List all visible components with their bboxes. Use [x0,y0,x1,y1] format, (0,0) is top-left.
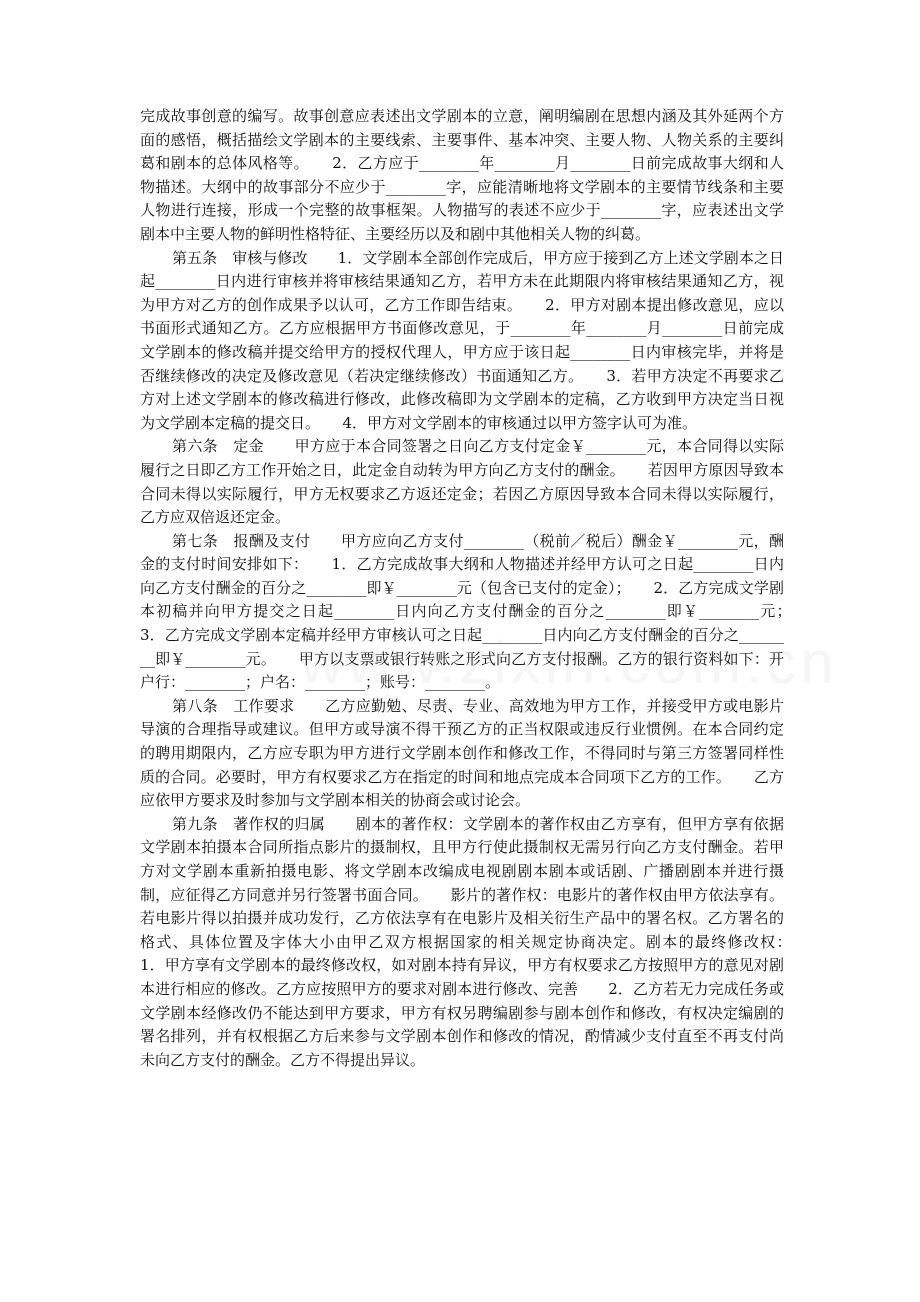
paragraph-creative-outline: 完成故事创意的编写。故事创意应表述出文学剧本的立意，阐明编剧在思想内涵及其外延两个方面的感悟，概括描绘文学剧本的主要线索、主要事件、基本冲突、主要人物、人物关系的主要纠葛和剧本的总体风格等。 2．乙方应于________年________月________日前完成故事大纲和人物描述。大纲中的故事部分不应少于________字，应能清晰地将文学剧本的主要情节线条和主要人物进行连接，形成一个完整的故事框架。人物描写的表述不应少于________字，应表述出文学剧本中主要人物的鲜明性格特征、主要经历以及和剧中其他相关人物的纠葛。 [140,107,784,243]
paragraph-article-8-work-requirements: 第八条 工作要求 乙方应勤勉、尽责、专业、高效地为甲方工作，并接受甲方或电影片导演的合理指导或建议。但甲方或导演不得干预乙方的正当权限或违反行业惯例。在本合同约定的聘用期限内，乙方应专职为甲方进行文学剧本创作和修改工作，不得同时与第三方签署同样性质的合同。必要时，甲方有权要求乙方在指定的时间和地点完成本合同项下乙方的工作。 乙方应依甲方要求及时参加与文学剧本相关的协商会或讨论会。 [140,696,784,810]
paragraph-article-6-deposit: 第六条 定金 甲方应于本合同签署之日向乙方支付定金￥________元，本合同得以实际履行之日即乙方工作开始之日，此定金自动转为甲方向乙方支付的酬金。 若因甲方原因导致本合同未得以实际履行，甲方无权要求乙方返还定金；若因乙方原因导致本合同未得以实际履行，乙方应双倍返还定金。 [140,437,784,527]
paragraph-article-9-copyright: 第九条 著作权的归属 剧本的著作权：文学剧本的著作权由乙方享有，但甲方享有依据文学剧本拍摄本合同所指点影片的摄制权，且甲方行使此摄制权无需另行向乙方支付酬金。若甲方对文学剧本重新拍摄电影、将文学剧本改编成电视剧剧本剧本或话剧、广播剧剧本并进行摄制，应征得乙方同意并另行签署书面合同。 影片的著作权：电影片的著作权由甲方依法享有。若电影片得以拍摄并成功发行，乙方依法享有在电影片及相关衍生产品中的署名权。乙方署名的格式、具体位置及字体大小由甲乙双方根据国家的相关规定协商决定。剧本的最终修改权： 1．甲方享有文学剧本的最终修改权，如对剧本持有异议，甲方有权要求乙方按照甲方的意见对剧本进行相应的修改。乙方应按照甲方的要求对剧本进行修改、完善 2．乙方若无力完成任务或文学剧本经修改仍不能达到甲方要求，甲方有权另聘编剧参与剧本创作和修改，有权决定编剧的署名排列，并有权根据乙方后来参与文学剧本创作和修改的情况，酌情减少支付直至不再支付尚未向乙方支付的酬金。乙方不得提出异议。 [140,814,815,1069]
paragraph-article-7-payment: 第七条 报酬及支付 甲方应向乙方支付________（税前／税后）酬金￥________元，酬金的支付时间安排如下： 1．乙方完成故事大纲和人物描述并经甲方认可之日起________日内向乙方支付酬金的百分之________即￥________元（包含已支付的定金）； 2．乙方完成文学剧本初稿并向甲方提交之日起________日内向乙方支付酬金的百分之________即￥________元； 3．乙方完成文学剧本定稿并经甲方审核认可之日起________日内向乙方支付酬金的百分之________即￥________元。 甲方以支票或银行转账之形式向乙方支付报酬。乙方的银行资料如下：开户行：________；户名：________；账号：________。 [140,531,815,692]
paragraph-article-5-review: 第五条 审核与修改 1．文学剧本全部创作完成后，甲方应于接到乙方上述文学剧本之日起________日内进行审核并将审核结果通知乙方，若甲方未在此期限内将审核结果通知乙方，视为甲方对乙方的创作成果予以认可，乙方工作即告结束。 2．甲方对剧本提出修改意见，应以书面形式通知乙方。乙方应根据甲方书面修改意见，于________年________月________日前完成文学剧本的修改稿并提交给甲方的授权代理人，甲方应于该日起________日内审核完毕，并将是否继续修改的决定及修改意见（若决定继续修改）书面通知乙方。 3．若甲方决定不再要求乙方对上述文学剧本的修改稿进行修改，此修改稿即为文学剧本的定稿，乙方收到甲方决定当日视为文学剧本定稿的提交日。 4．甲方对文学剧本的审核通过以甲方签字认可为准。 [140,248,784,432]
document-page [140,105,815,1072]
